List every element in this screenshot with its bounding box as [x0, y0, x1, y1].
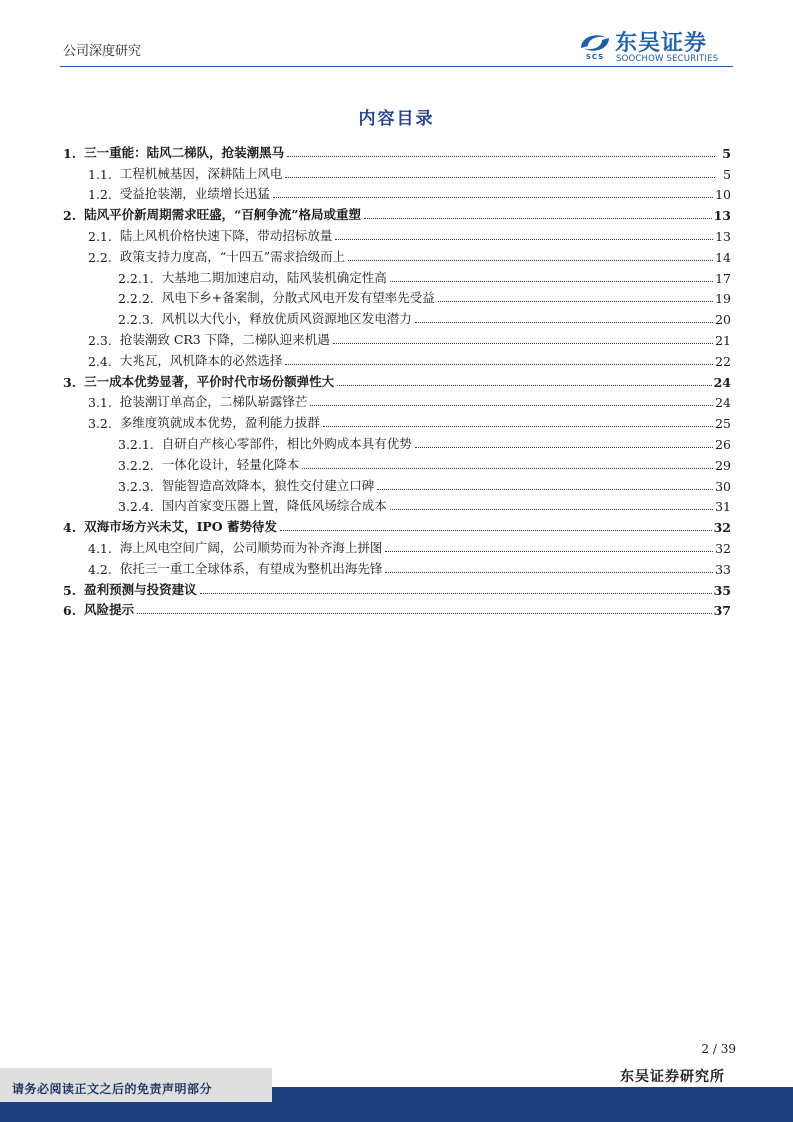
toc-dot-leader [323, 426, 713, 427]
toc-entry-page: 26 [715, 436, 731, 452]
toc-dot-leader [385, 572, 713, 573]
toc-entry-title: 多维度筑就成本优势，盈利能力拔群 [119, 415, 320, 431]
toc-entry-page: 22 [715, 353, 731, 369]
toc-entry-number: 2.4. [88, 353, 112, 369]
toc-entry[interactable] [63, 535, 731, 556]
toc-entry-page: 5 [723, 166, 731, 182]
toc-entry-number: 3.1. [88, 395, 112, 411]
toc-entry[interactable] [63, 202, 731, 223]
toc-entry-title: 抢装潮订单高企，二梯队崭露锋芒 [119, 394, 308, 410]
toc-entry-title: 海上风电空间广阔，公司顺势而为补齐海上拼图 [119, 539, 383, 555]
toc-entry-number: 2.3. [88, 332, 112, 348]
toc-dot-leader [337, 385, 712, 386]
toc-entry[interactable] [63, 223, 731, 244]
logo-chinese-name: 东吴证券 [615, 31, 708, 56]
toc-entry-title: 风机以大代小，释放优质风资源地区发电潜力 [161, 311, 412, 327]
toc-entry-number: 3. [63, 374, 77, 390]
toc-dot-leader [364, 218, 712, 219]
toc-entry[interactable] [63, 327, 731, 348]
toc-entry[interactable] [63, 473, 731, 494]
toc-entry-number: 2.2.1. [118, 270, 154, 286]
toc-entry-page: 24 [715, 395, 731, 411]
toc-entry-page: 32 [715, 540, 731, 556]
toc-dot-leader [273, 197, 713, 198]
header-rule [60, 66, 733, 67]
toc-dot-leader [415, 322, 713, 323]
toc-entry-number: 1.2. [88, 187, 112, 203]
toc-entry-number: 3.2. [88, 416, 112, 432]
toc-dot-leader [415, 447, 713, 448]
toc-entry-title: 三一重能：陆风二梯队，抢装潮黑马 [84, 144, 285, 160]
toc-entry-title: 双海市场方兴未艾，IPO 蓄势待发 [84, 519, 278, 535]
toc-entry-title: 自研自产核心零部件，相比外购成本具有优势 [161, 435, 412, 451]
toc-dot-leader [285, 177, 715, 178]
toc-entry-number: 6. [63, 603, 77, 619]
toc-entry-page: 20 [715, 312, 731, 328]
page-indicator: 2 / 39 [701, 1042, 736, 1056]
toc-entry-title: 风电下乡+备案制，分散式风电开发有望率先受益 [161, 290, 435, 306]
toc-entry[interactable] [63, 286, 731, 307]
toc-entry-title: 政策支持力度高，“十四五”需求拾级而上 [119, 248, 346, 264]
footer-organization: 东吴证券研究所 [620, 1069, 725, 1085]
toc-entry[interactable] [63, 410, 731, 431]
toc-entry[interactable] [63, 598, 731, 619]
toc-entry-page: 14 [715, 249, 731, 265]
toc-dot-leader [287, 156, 715, 157]
toc-entry[interactable] [63, 369, 731, 390]
toc-entry-page: 13 [713, 208, 731, 224]
toc-entry[interactable] [63, 577, 731, 598]
toc-entry-title: 三一成本优势显著，平价时代市场份额弹性大 [84, 373, 335, 389]
toc-entry-page: 21 [715, 332, 731, 348]
toc-entry-number: 3.2.1. [118, 436, 154, 452]
toc-entry-number: 2.2.2. [118, 291, 154, 307]
toc-entry-title: 风险提示 [84, 602, 135, 618]
toc-entry-page: 35 [713, 582, 731, 598]
toc-entry-page: 13 [715, 228, 731, 244]
toc-entry-title: 受益抢装潮，业绩增长迅猛 [119, 186, 270, 202]
toc-entry-number: 4.1. [88, 540, 112, 556]
toc-entry-title: 智能智造高效降本，狼性交付建立口碑 [161, 477, 375, 493]
toc-dot-leader [335, 239, 713, 240]
toc-dot-leader [438, 301, 713, 302]
logo-english-name: SOOCHOW SECURITIES [616, 54, 719, 64]
toc-entry-number: 2.2. [88, 249, 112, 265]
toc-dot-leader [390, 509, 713, 510]
toc-entry-title: 陆上风机价格快速下降，带动招标放量 [119, 227, 333, 243]
toc-entry-page: 17 [715, 270, 731, 286]
toc-entry[interactable] [63, 244, 731, 265]
toc-entry-page: 37 [713, 603, 731, 619]
toc-entry-title: 工程机械基因，深耕陆上风电 [119, 165, 283, 181]
toc-dot-leader [310, 405, 713, 406]
toc-entry-page: 24 [713, 374, 731, 390]
toc-title: 内容目录 [358, 109, 435, 129]
toc-dot-leader [285, 364, 713, 365]
toc-entry-page: 31 [715, 499, 731, 515]
logo-abbreviation: SCS [585, 53, 605, 61]
toc-entry-number: 2.1. [88, 228, 112, 244]
toc-dot-leader [348, 260, 713, 261]
toc-entry-title: 盈利预测与投资建议 [84, 581, 197, 597]
toc-entry-number: 4.2. [88, 561, 112, 577]
toc-entry[interactable] [63, 514, 731, 535]
toc-dot-leader [377, 489, 713, 490]
toc-entry[interactable] [63, 265, 731, 286]
toc-entry[interactable] [63, 390, 731, 411]
toc-entry-page: 33 [715, 561, 731, 577]
toc-entry-title: 抢装潮致 CR3 下降，二梯队迎来机遇 [119, 331, 330, 347]
toc-dot-leader [390, 281, 713, 282]
toc-entry[interactable] [63, 556, 731, 577]
toc-entry-page: 29 [715, 457, 731, 473]
table-of-contents [63, 140, 731, 618]
toc-entry[interactable] [63, 140, 731, 161]
toc-entry-page: 25 [715, 416, 731, 432]
toc-entry-number: 2. [63, 208, 77, 224]
toc-entry[interactable] [63, 306, 731, 327]
toc-entry-number: 1. [63, 145, 77, 161]
toc-entry-number: 3.2.2. [118, 457, 154, 473]
header-category: 公司深度研究 [63, 44, 142, 59]
toc-entry-title: 大兆瓦，风机降本的必然选择 [119, 352, 283, 368]
toc-entry-number: 1.1. [88, 166, 112, 182]
toc-entry-number: 3.2.4. [118, 499, 154, 515]
toc-entry-page: 32 [713, 520, 731, 536]
toc-entry[interactable] [63, 348, 731, 369]
toc-entry-title: 大基地二期加速启动，陆风装机确定性高 [161, 269, 387, 285]
toc-entry-number: 2.2.3. [118, 312, 154, 328]
toc-entry-title: 一体化设计，轻量化降本 [161, 456, 300, 472]
toc-dot-leader [280, 530, 712, 531]
toc-dot-leader [137, 613, 712, 614]
toc-entry[interactable] [63, 431, 731, 452]
toc-entry-title: 国内首家变压器上置，降低风场综合成本 [161, 498, 387, 514]
toc-entry-title: 陆风平价新周期需求旺盛，“百舸争流”格局或重塑 [84, 207, 361, 223]
toc-entry[interactable] [63, 494, 731, 515]
toc-entry-number: 5. [63, 582, 77, 598]
disclaimer-text: 请务必阅读正文之后的免责声明部分 [12, 1082, 213, 1096]
toc-entry[interactable] [63, 182, 731, 203]
toc-entry-page: 19 [715, 291, 731, 307]
toc-entry-page: 10 [715, 187, 731, 203]
toc-entry-page: 30 [715, 478, 731, 494]
toc-entry[interactable] [63, 452, 731, 473]
toc-entry-number: 3.2.3. [118, 478, 154, 494]
toc-dot-leader [333, 343, 713, 344]
toc-dot-leader [302, 468, 713, 469]
toc-entry[interactable] [63, 161, 731, 182]
toc-entry-page: 5 [722, 145, 731, 161]
company-logo [578, 28, 738, 68]
toc-dot-leader [200, 593, 712, 594]
toc-entry-title: 依托三一重工全球体系，有望成为整机出海先锋 [119, 560, 383, 576]
toc-entry-number: 4. [63, 520, 77, 536]
toc-dot-leader [385, 551, 713, 552]
